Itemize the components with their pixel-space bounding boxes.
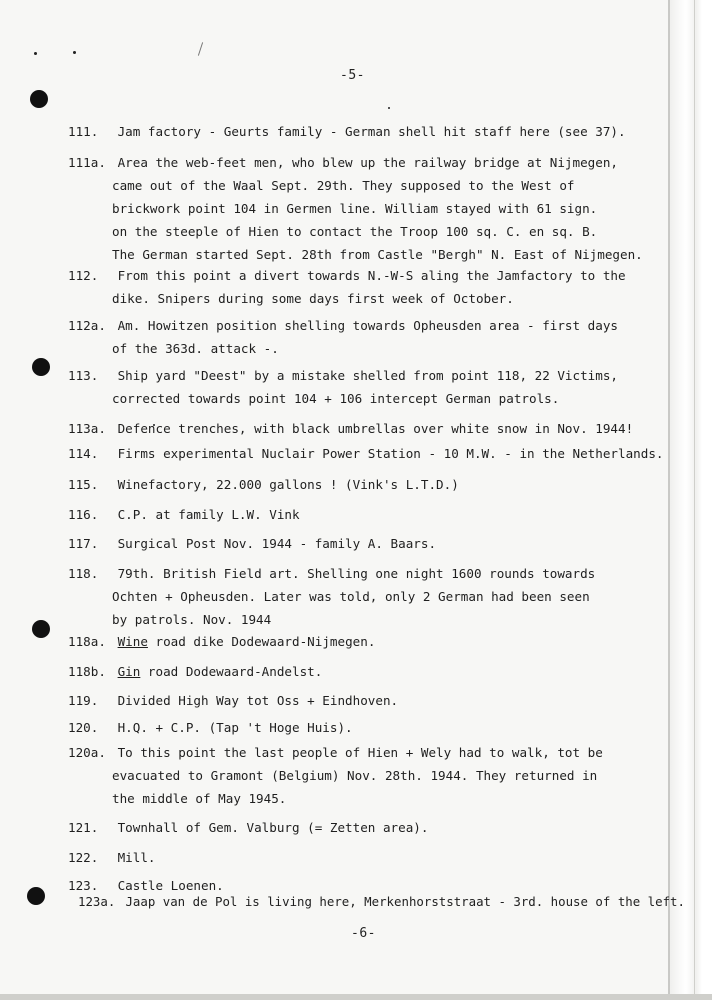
page-number-footer: -6- <box>351 926 376 941</box>
list-item-111: 111. Jam factory - Geurts family - German shell hit staff here (see 37). <box>68 124 626 139</box>
list-item-113a: 113a. Defence trenches, with black umbrellas over white snow in Nov. 1944! <box>68 421 634 436</box>
underlined-word-gin: Gin <box>117 664 141 679</box>
list-item-111a: 111a. Area the web-feet men, who blew up the railway bridge at Nijmegen, came out of the Waal Sept. 29th. They supposed to the West of brickwork point 104 in Germen line. William stayed with 61 sign. on the steeple of Hien to contact the Troop 100 sq. C. en sq. B. The German started Sept. 28th from Castle "Bergh" N. East of Nijmegen. <box>68 155 643 262</box>
list-item-120: 120. H.Q. + C.P. (Tap 't Hoge Huis). <box>68 720 353 735</box>
scan-speck <box>34 52 37 55</box>
list-item-118: 118. 79th. British Field art. Shelling one night 1600 rounds towards Ochten + Opheusden. Later was told, only 2 German had been seen by patrols. Nov. 1944 <box>68 566 596 627</box>
list-item-118a: 118a. Wine road dike Dodewaard-Nijmegen. <box>68 634 376 649</box>
list-item-122: 122. Mill. <box>68 850 156 865</box>
list-item-118b: 118b. Gin road Dodewaard-Andelst. <box>68 664 323 679</box>
list-item-112a: 112a. Am. Howitzen position shelling towards Opheusden area - first days of the 363d. attack -. <box>68 318 619 356</box>
list-item-112: 112. From this point a divert towards N.-W-S aling the Jamfactory to the dike. Snipers during some days first week of October. <box>68 268 626 306</box>
list-item-121: 121. Townhall of Gem. Valburg (= Zetten area). <box>68 820 429 835</box>
punch-hole-top <box>30 90 48 108</box>
list-item-123: 123. Castle Loenen. <box>68 878 224 893</box>
scan-speck <box>388 107 390 109</box>
page-edge-shadow <box>668 0 712 1000</box>
underlined-word-wine: Wine <box>117 634 148 649</box>
scan-speck <box>73 51 76 54</box>
list-item-116: 116. C.P. at family L.W. Vink <box>68 507 300 522</box>
list-item-117: 117. Surgical Post Nov. 1944 - family A. Baars. <box>68 536 437 551</box>
list-item-113: 113. Ship yard "Deest" by a mistake shelled from point 118, 22 Victims, corrected towards point 104 + 106 intercept German patrols. <box>68 368 619 406</box>
punch-hole-upper-middle <box>32 358 50 376</box>
list-item-123a: 123a. Jaap van de Pol is living here, Merkenhorststraat - 3rd. house of the left. <box>78 894 685 909</box>
list-item-114: 114. Firms experimental Nuclair Power Station - 10 M.W. - in the Netherlands. <box>68 446 664 461</box>
list-item-120a: 120a. To this point the last people of Hien + Wely had to walk, tot be evacuated to Gramont (Belgium) Nov. 28th. 1944. They returned in the middle of May 1945. <box>68 745 603 806</box>
page-number-header: -5- <box>340 68 365 83</box>
list-item-115: 115. Winefactory, 22.000 gallons ! (Vink's L.T.D.) <box>68 477 459 492</box>
punch-hole-bottom <box>27 887 45 905</box>
scan-bottom-border <box>0 994 712 1000</box>
scan-scratch <box>198 42 203 56</box>
punch-hole-lower-middle <box>32 620 50 638</box>
list-item-119: 119. Divided High Way tot Oss + Eindhoven. <box>68 693 399 708</box>
